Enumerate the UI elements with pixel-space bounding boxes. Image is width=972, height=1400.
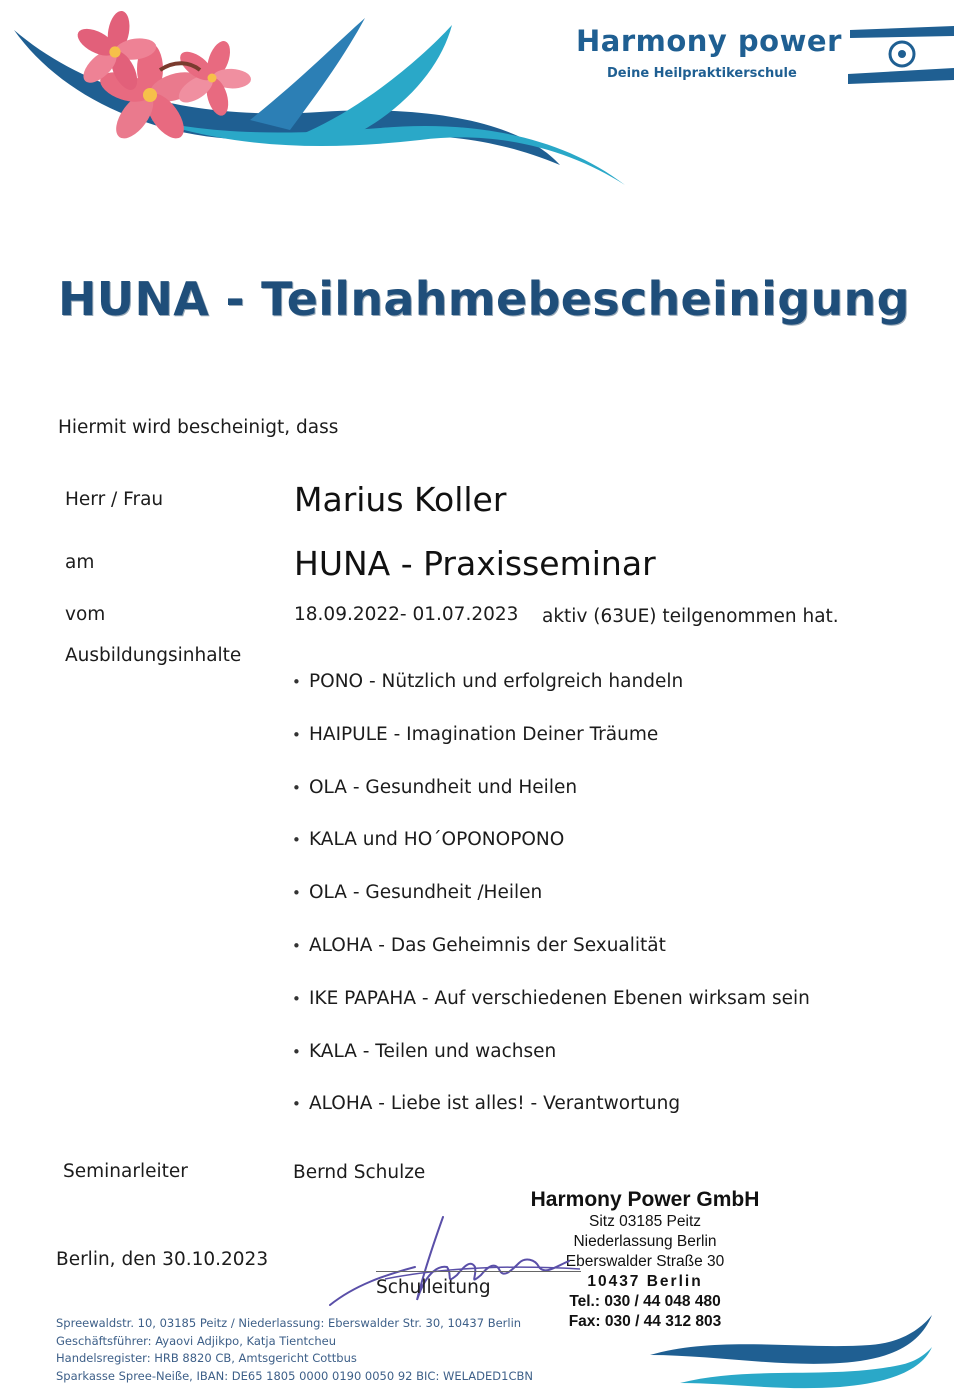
signature-label: Schulleitung [376,1277,491,1298]
vom-label: vom [65,604,106,625]
list-item [292,987,912,1040]
stamp-street: Eberswalder Straße 30 [565,1253,725,1270]
certificate-title: HUNA - Teilnahmebescheinigung [58,272,910,326]
footer-register: Handelsregister: HRB 8820 CB, Amtsgericht Cottbus [56,1351,357,1365]
topic-text: OLA - Gesundheit /Heilen [309,882,543,904]
header-wave-flower-logo [0,0,640,200]
stamp-company: Harmony Power GmbH [530,1188,760,1211]
list-item [292,723,912,776]
stamp-phone: Tel.: 030 / 44 048 480 [569,1293,721,1310]
bullet-icon: • [292,936,301,955]
bullet-icon: • [292,1095,301,1114]
stamp-branch: Niederlassung Berlin [573,1233,717,1250]
brand-tagline: Deine Heilpraktikerschule [607,66,797,81]
stamp-city: 10437 Berlin [587,1273,703,1290]
list-item [292,1092,912,1145]
place-date: Berlin, den 30.10.2023 [56,1249,269,1270]
bullet-icon: • [292,989,301,1008]
topic-text: ALOHA - Das Geheimnis der Sexualität [309,934,666,956]
seminar-leader-label: Seminarleiter [63,1161,188,1182]
list-item [292,934,912,987]
eye-logo-icon [846,22,958,88]
bullet-icon: • [292,778,301,797]
intro-text: Hiermit wird bescheinigt, dass [58,417,339,438]
topic-text: KALA und HO´OPONOPONO [309,829,565,851]
list-item [292,670,912,723]
signature-line [376,1271,581,1272]
seminar-leader-name: Bernd Schulze [293,1162,426,1183]
seminar-name: HUNA - Praxisseminar [294,544,656,583]
brand-name: Harmony power [576,24,842,58]
footer-address: Spreewaldstr. 10, 03185 Peitz / Niederlassung: Eberswalder Str. 30, 10437 Berlin [56,1316,522,1330]
am-label: am [65,552,95,573]
stamp-seat: Sitz 03185 Peitz [588,1213,701,1230]
participation-text: aktiv (63UE) teilgenommen hat. [542,606,839,627]
bullet-icon: • [292,1042,301,1061]
list-item [292,776,912,829]
topic-text: ALOHA - Liebe ist alles! - Verantwortung [309,1093,681,1115]
bullet-icon: • [292,884,301,903]
content-label: Ausbildungsinhalte [65,645,242,666]
participant-name: Marius Koller [294,480,507,519]
topic-text: OLA - Gesundheit und Heilen [309,776,578,798]
topic-text: KALA - Teilen und wachsen [309,1040,557,1062]
bullet-icon: • [292,673,301,691]
list-item [292,881,912,934]
footer-management: Geschäftsführer: Ayaovi Adjikpo, Katja Tientcheu [56,1333,337,1348]
footer-wave-swoosh [640,1305,940,1400]
salutation-label: Herr / Frau [65,489,164,510]
topic-text: HAIPULE - Imagination Deiner Träume [309,723,659,745]
bullet-icon: • [292,831,301,850]
footer [56,1315,533,1385]
topic-text: IKE PAPAHA - Auf verschiedenen Ebenen wirksam sein [309,987,810,1009]
handwritten-signature [325,1205,585,1315]
list-item [292,1040,912,1093]
bullet-icon: • [292,725,301,744]
seminar-period: 18.09.2022- 01.07.2023 [294,604,519,625]
footer-bank: Sparkasse Spree-Neiße, IBAN: DE65 1805 0000 0190 0050 92 BIC: WELADED1CBN [56,1368,533,1383]
list-item [292,828,912,881]
topic-list [292,670,912,1145]
topic-text: PONO - Nützlich und erfolgreich handeln [309,671,684,692]
stamp-fax: Fax: 030 / 44 312 803 [568,1313,722,1330]
